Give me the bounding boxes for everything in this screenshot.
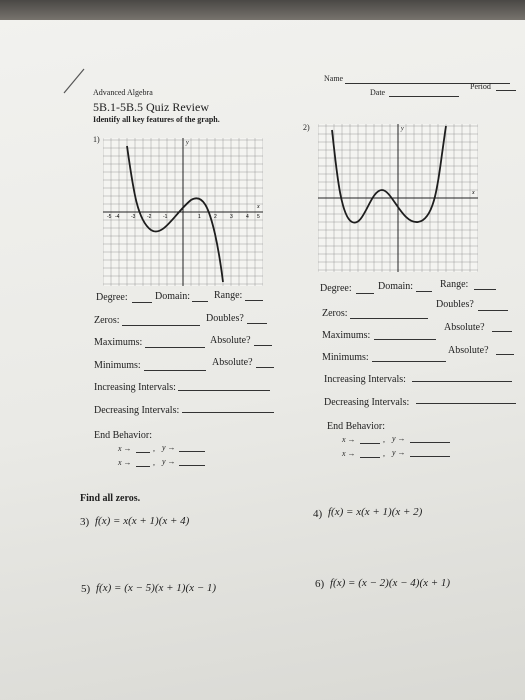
graph-1-x-tick: 4 <box>246 214 249 220</box>
graph-1-y-label: y <box>186 140 189 146</box>
course-label: Advanced Algebra <box>93 88 153 97</box>
p2-absolute-min-blank[interactable] <box>496 354 514 355</box>
p2-end-y2-blank[interactable] <box>410 456 450 457</box>
p1-increasing-label: Increasing Intervals: <box>94 382 176 393</box>
p2-increasing-label: Increasing Intervals: <box>324 374 406 385</box>
p2-end-y1: y → <box>392 434 406 443</box>
p1-doubles-blank[interactable] <box>247 323 267 324</box>
p2-end-x1-blank[interactable] <box>360 443 380 444</box>
p2-absolute-max-label: Absolute? <box>444 322 485 333</box>
graph-1-x-tick: -4 <box>115 214 120 220</box>
p1-end-comma2: , <box>153 458 155 467</box>
problem-2-number: 2) <box>303 123 310 132</box>
p1-degree-blank[interactable] <box>132 302 152 303</box>
date-blank[interactable] <box>389 96 459 97</box>
graph-2 <box>318 124 478 272</box>
p1-absolute-max-blank[interactable] <box>254 345 272 346</box>
p2-decreasing-label: Decreasing Intervals: <box>324 397 410 408</box>
p2-range-label: Range: <box>440 279 469 290</box>
p1-maximums-label: Maximums: <box>94 337 143 348</box>
p2-doubles-blank[interactable] <box>478 310 508 311</box>
p1-decreasing-label: Decreasing Intervals: <box>94 405 180 416</box>
p2-end-behavior-label: End Behavior: <box>327 421 386 432</box>
problem-6-function: f(x) = (x − 2)(x − 4)(x + 1) <box>330 577 451 589</box>
p1-range-blank[interactable] <box>245 300 263 301</box>
p1-minimums-blank[interactable] <box>144 370 206 371</box>
problem-4-number: 4) <box>313 508 323 520</box>
problem-3-number: 3) <box>80 516 90 528</box>
problem-1-number: 1) <box>93 135 100 144</box>
p1-end-x2-blank[interactable] <box>136 466 150 467</box>
p1-end-x1: x → <box>118 444 132 453</box>
graph-1 <box>103 138 263 286</box>
graph-1-x-tick: -1 <box>163 214 168 220</box>
p1-decreasing-blank[interactable] <box>182 412 274 413</box>
date-label: Date <box>370 88 386 97</box>
p1-end-y2-blank[interactable] <box>179 465 205 466</box>
p1-absolute-min-blank[interactable] <box>256 367 274 368</box>
p1-minimums-label: Minimums: <box>94 360 141 371</box>
problem-5-number: 5) <box>81 583 91 595</box>
p1-maximums-blank[interactable] <box>145 347 205 348</box>
graph-1-x-tick: 3 <box>230 214 233 220</box>
graph-2-x-label: x <box>472 190 475 196</box>
p2-zeros-blank[interactable] <box>350 318 428 319</box>
p2-end-y1-blank[interactable] <box>410 442 450 443</box>
p1-end-y1: y → <box>162 443 176 452</box>
p1-absolute-min-label: Absolute? <box>212 357 253 368</box>
p1-doubles-label: Doubles? <box>206 313 244 324</box>
p2-degree-label: Degree: <box>320 283 352 294</box>
period-label: Period <box>470 82 491 91</box>
p1-absolute-max-label: Absolute? <box>210 335 251 346</box>
find-zeros-title: Find all zeros. <box>80 493 141 504</box>
problem-3-function: f(x) = x(x + 1)(x + 4) <box>95 515 190 527</box>
graph-1-x-tick: 1 <box>198 214 201 220</box>
graph-1-x-tick: 2 <box>214 214 217 220</box>
p1-domain-label: Domain: <box>155 291 190 302</box>
p2-minimums-label: Minimums: <box>322 352 369 363</box>
p2-end-x2-blank[interactable] <box>360 457 380 458</box>
p2-absolute-min-label: Absolute? <box>448 345 489 356</box>
p2-domain-label: Domain: <box>378 281 413 292</box>
p1-increasing-blank[interactable] <box>178 390 270 391</box>
p2-maximums-label: Maximums: <box>322 330 371 341</box>
p1-degree-label: Degree: <box>96 292 128 303</box>
p2-end-y2: y → <box>392 448 406 457</box>
p1-end-comma1: , <box>153 444 155 453</box>
p1-range-label: Range: <box>214 290 243 301</box>
p1-end-x1-blank[interactable] <box>136 452 150 453</box>
p2-degree-blank[interactable] <box>356 293 374 294</box>
p2-end-comma2: , <box>383 449 385 458</box>
p1-end-y2: y → <box>162 457 176 466</box>
graph-2-curve <box>332 126 446 223</box>
name-label: Name <box>324 74 344 83</box>
p1-end-x2: x → <box>118 458 132 467</box>
p2-minimums-blank[interactable] <box>372 361 446 362</box>
p2-increasing-blank[interactable] <box>412 381 512 382</box>
p2-end-x1: x → <box>342 435 356 444</box>
graph-1-x-label: x <box>257 204 260 210</box>
p2-end-comma1: , <box>383 435 385 444</box>
p1-end-behavior-label: End Behavior: <box>94 430 153 441</box>
p2-range-blank[interactable] <box>474 289 496 290</box>
p2-maximums-blank[interactable] <box>374 339 436 340</box>
p1-zeros-label: Zeros: <box>94 315 120 326</box>
p2-decreasing-blank[interactable] <box>416 403 516 404</box>
instructions: Identify all key features of the graph. <box>93 115 220 124</box>
p1-domain-blank[interactable] <box>192 301 208 302</box>
problem-6-number: 6) <box>315 578 325 590</box>
graph-1-x-tick: 5 <box>257 214 260 220</box>
period-blank[interactable] <box>496 90 516 91</box>
p2-zeros-label: Zeros: <box>322 308 348 319</box>
graph-1-x-tick: -3 <box>131 214 136 220</box>
desk-edge <box>0 0 525 20</box>
problem-5-function: f(x) = (x − 5)(x + 1)(x − 1) <box>96 582 217 594</box>
p2-absolute-max-blank[interactable] <box>492 331 512 332</box>
problem-4-function: f(x) = x(x + 1)(x + 2) <box>328 506 423 518</box>
p2-domain-blank[interactable] <box>416 291 432 292</box>
graph-2-y-label: y <box>401 126 404 132</box>
p2-doubles-label: Doubles? <box>436 299 474 310</box>
p2-end-x2: x → <box>342 449 356 458</box>
page-title: 5B.1-5B.5 Quiz Review <box>93 100 209 114</box>
p1-zeros-blank[interactable] <box>122 325 200 326</box>
graph-1-x-tick: -2 <box>147 214 152 220</box>
p1-end-y1-blank[interactable] <box>179 451 205 452</box>
check-mark-icon <box>63 68 85 94</box>
graph-1-x-tick: -5 <box>107 214 112 220</box>
